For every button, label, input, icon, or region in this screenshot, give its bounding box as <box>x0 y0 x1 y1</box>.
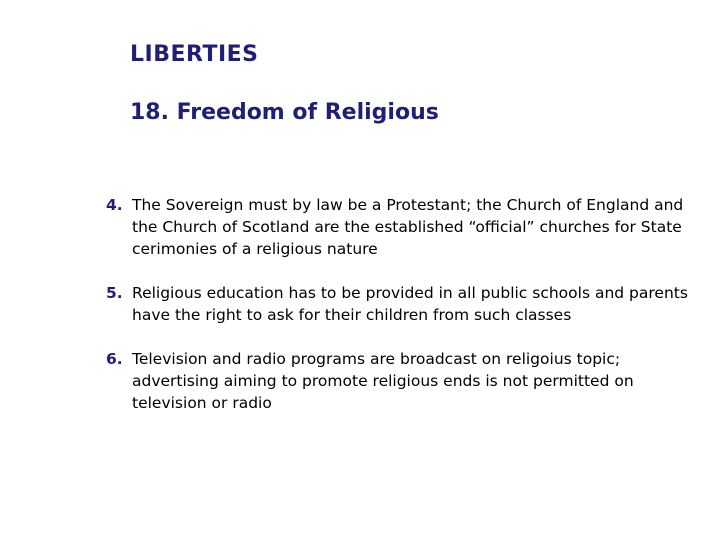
list-item <box>106 194 706 260</box>
point-text: The Sovereign must by law be a Protestant; the Church of England and the Church of Scotland are the established “official” churches for State cerimonies of a religious nature <box>132 196 684 258</box>
list-item <box>106 282 706 326</box>
point-number: 4. <box>106 196 123 214</box>
list-item <box>106 348 706 414</box>
point-number: 6. <box>106 350 123 368</box>
points-list <box>106 194 706 436</box>
slide-subtitle: 18. Freedom of Religious <box>130 100 439 125</box>
point-text: Television and radio programs are broadcast on religoius topic; advertising aiming to promote religious ends is not permitted on television or radio <box>132 350 634 412</box>
point-number: 5. <box>106 284 123 302</box>
slide-title: LIBERTIES <box>130 42 259 67</box>
point-text: Religious education has to be provided in all public schools and parents have the right to ask for their children from such classes <box>132 284 688 324</box>
